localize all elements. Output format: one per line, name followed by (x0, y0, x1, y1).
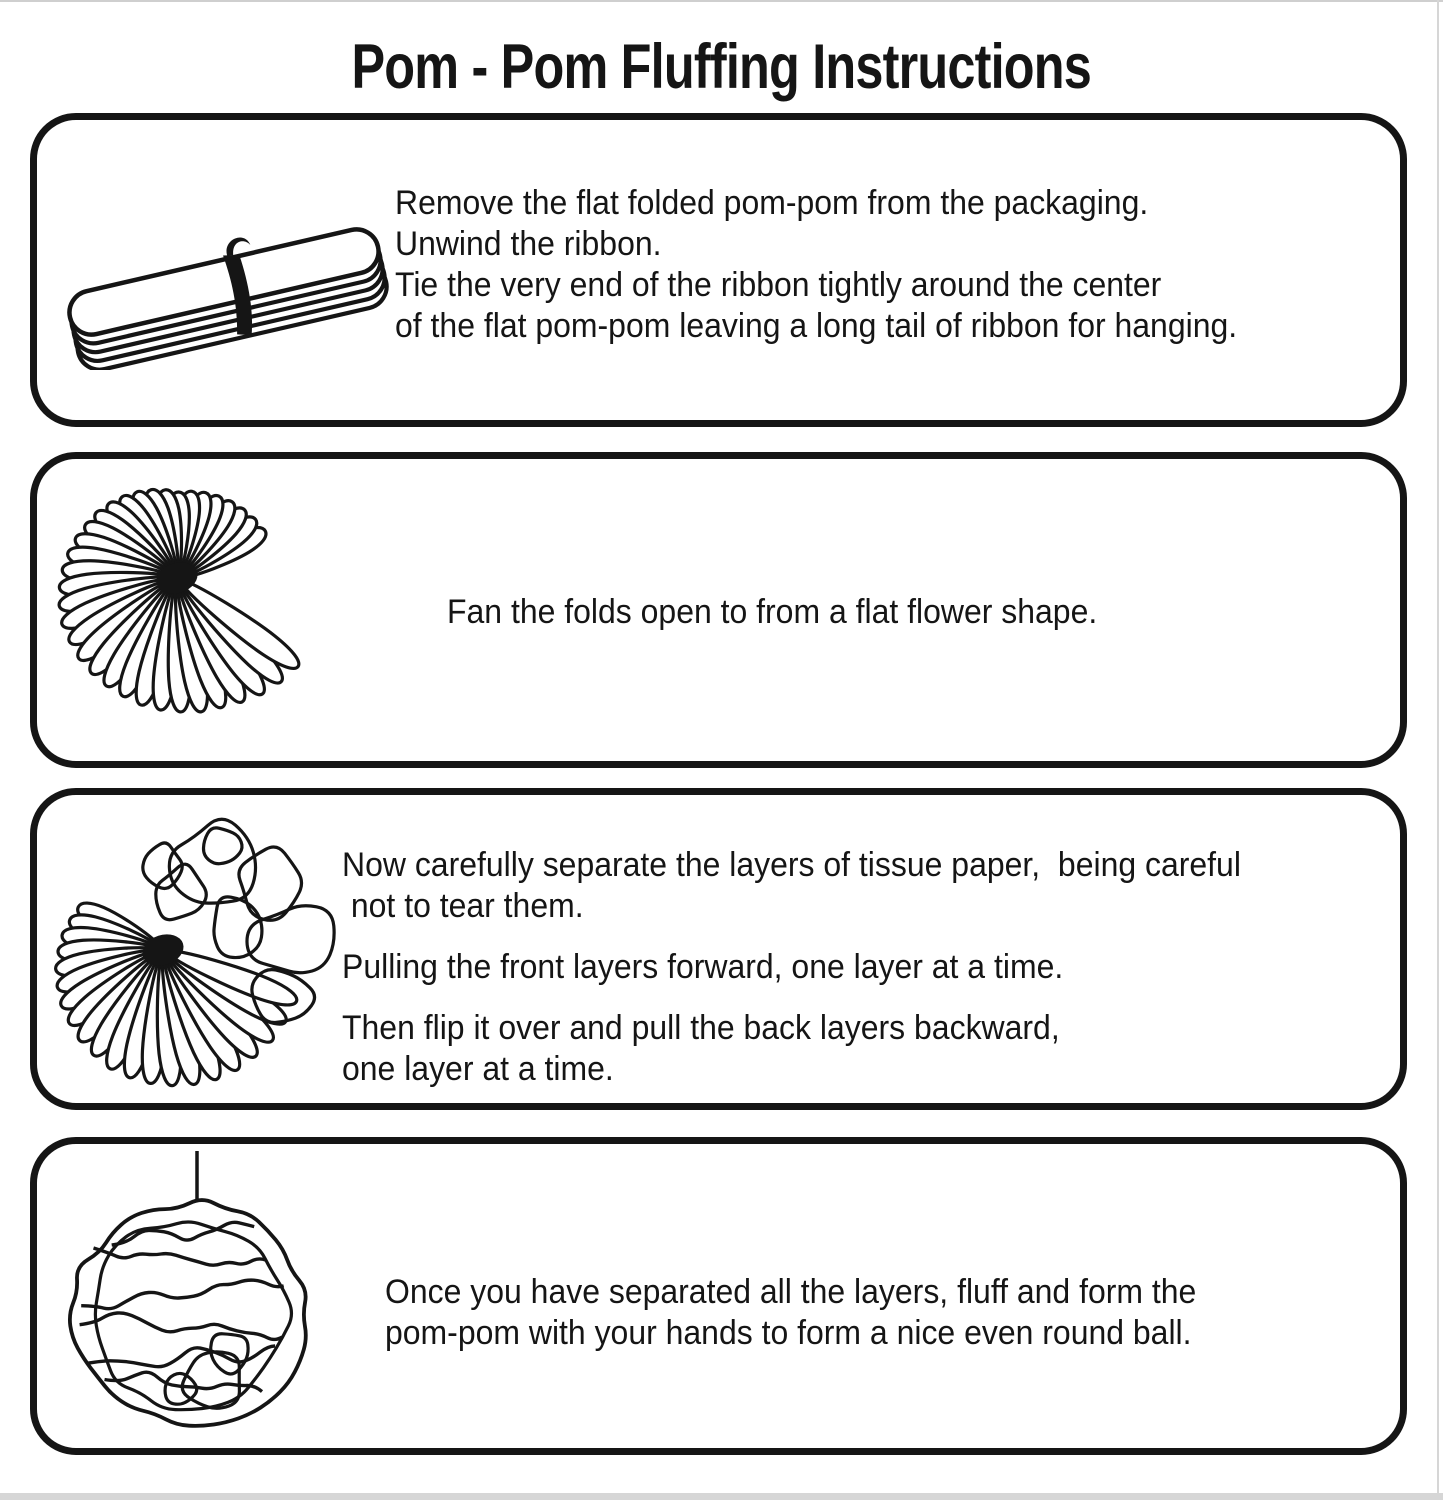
text-line: Once you have separated all the layers, fluff and form the (385, 1273, 1197, 1311)
step-panel-1 (30, 113, 1407, 427)
pom-crinkle-line (80, 1313, 283, 1340)
text-line: Unwind the ribbon. (395, 225, 662, 263)
text-line: Tie the very end of the ribbon tightly around the center (395, 266, 1162, 304)
flat-folded-pompom-illustration (52, 190, 402, 370)
text-line: Then flip it over and pull the back layers backward, (342, 1009, 1060, 1047)
text-line: of the flat pom-pom leaving a long tail of ribbon for hanging. (395, 307, 1238, 345)
text-line: Fan the folds open to from a flat flower shape. (447, 593, 1098, 631)
scribble-loop (214, 897, 262, 958)
pom-crinkle-line (94, 1248, 267, 1265)
pom-outline (70, 1200, 306, 1426)
step-panel-3 (30, 788, 1407, 1110)
step-2-text (447, 592, 1097, 633)
fanned-flat-flower-illustration (42, 474, 352, 769)
page-top-edge-line (0, 0, 1443, 2)
folded-pompom-stack (61, 207, 391, 370)
round-pompom-ball-illustration (62, 1147, 342, 1459)
step-panel-4 (30, 1137, 1407, 1455)
text-line: Now carefully separate the layers of tissue paper, being careful (342, 846, 1241, 884)
step-3-paragraph (342, 1008, 1241, 1090)
step-3-paragraph (342, 947, 1241, 988)
text-line: pom-pom with your hands to form a nice even round ball. (385, 1314, 1192, 1352)
step-4-text (385, 1272, 1196, 1354)
text-line: Remove the flat folded pom-pom from the packaging. (395, 184, 1149, 222)
step-1-text (395, 183, 1237, 347)
text-line: one layer at a time. (342, 1050, 614, 1088)
scribble-loop (203, 828, 242, 864)
partially-separated-layers-illustration (42, 810, 342, 1110)
step-panel-2 (30, 452, 1407, 768)
step-3-text (342, 845, 1241, 1090)
pom-crinkle-line (81, 1280, 284, 1309)
step-3-paragraph (342, 845, 1241, 927)
page-bottom-edge-strip (0, 1493, 1443, 1500)
text-line: Pulling the front layers forward, one layer at a time. (342, 948, 1064, 986)
page-title-text: Pom - Pom Fluffing Instructions (351, 32, 1092, 102)
text-line: not to tear them. (342, 887, 584, 925)
page-title (0, 30, 1443, 121)
page-right-edge-line (1437, 0, 1439, 1500)
